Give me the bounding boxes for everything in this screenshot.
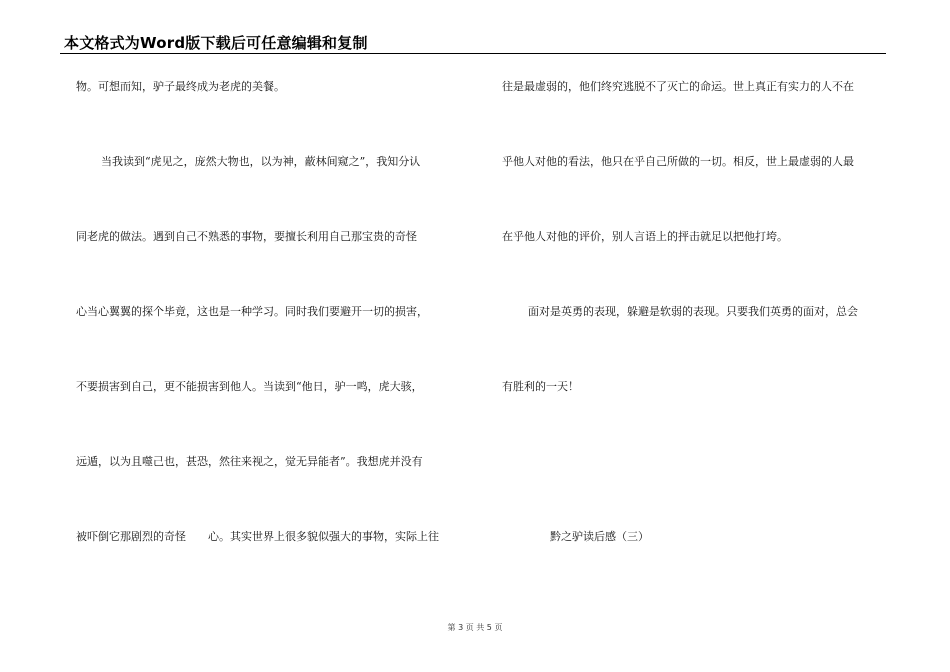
text-line: 有胜利的一天！ (502, 380, 579, 393)
text-line: 在乎他人对他的评价，别人言语上的抨击就足以把他打垮。 (502, 230, 788, 243)
page-number-footer: 第 3 页 共 5 页 (447, 623, 503, 632)
document-header-title: 本文格式为Word版下载后可任意编辑和复制 (64, 34, 368, 52)
text-line: 远遁，以为且噬己也，甚恐，然往来视之，觉无异能者”。我想虎并没有 (76, 455, 423, 468)
section-title: 黔之驴读后感（三） (550, 530, 649, 543)
text-line: 当我读到“虎见之，庞然大物也，以为神，蔽林间窥之”，我知分认 (101, 155, 421, 168)
text-line: 往是最虚弱的，他们终究逃脱不了灭亡的命运。世上真正有实力的人不在 (502, 80, 854, 93)
text-line: 面对是英勇的表现，躲避是软弱的表现。只要我们英勇的面对，总会 (528, 305, 858, 318)
text-line: 同老虎的做法。遇到自己不熟悉的事物，要擅长利用自己那宝贵的奇怪 (76, 230, 417, 243)
text-line: 被吓倒它那剧烈的奇怪 心。其实世界上很多貌似强大的事物，实际上往 (76, 530, 439, 543)
header-divider (60, 53, 886, 54)
text-line: 物。可想而知，驴子最终成为老虎的美餐。 (76, 80, 285, 93)
text-line: 不要损害到自己，更不能损害到他人。当读到“他日，驴一鸣，虎大骇， (76, 380, 423, 393)
text-line: 心当心翼翼的探个毕竟，这也是一种学习。同时我们要避开一切的损害， (76, 305, 428, 318)
text-line: 乎他人对他的看法，他只在乎自己所做的一切。相反，世上最虚弱的人最 (502, 155, 854, 168)
